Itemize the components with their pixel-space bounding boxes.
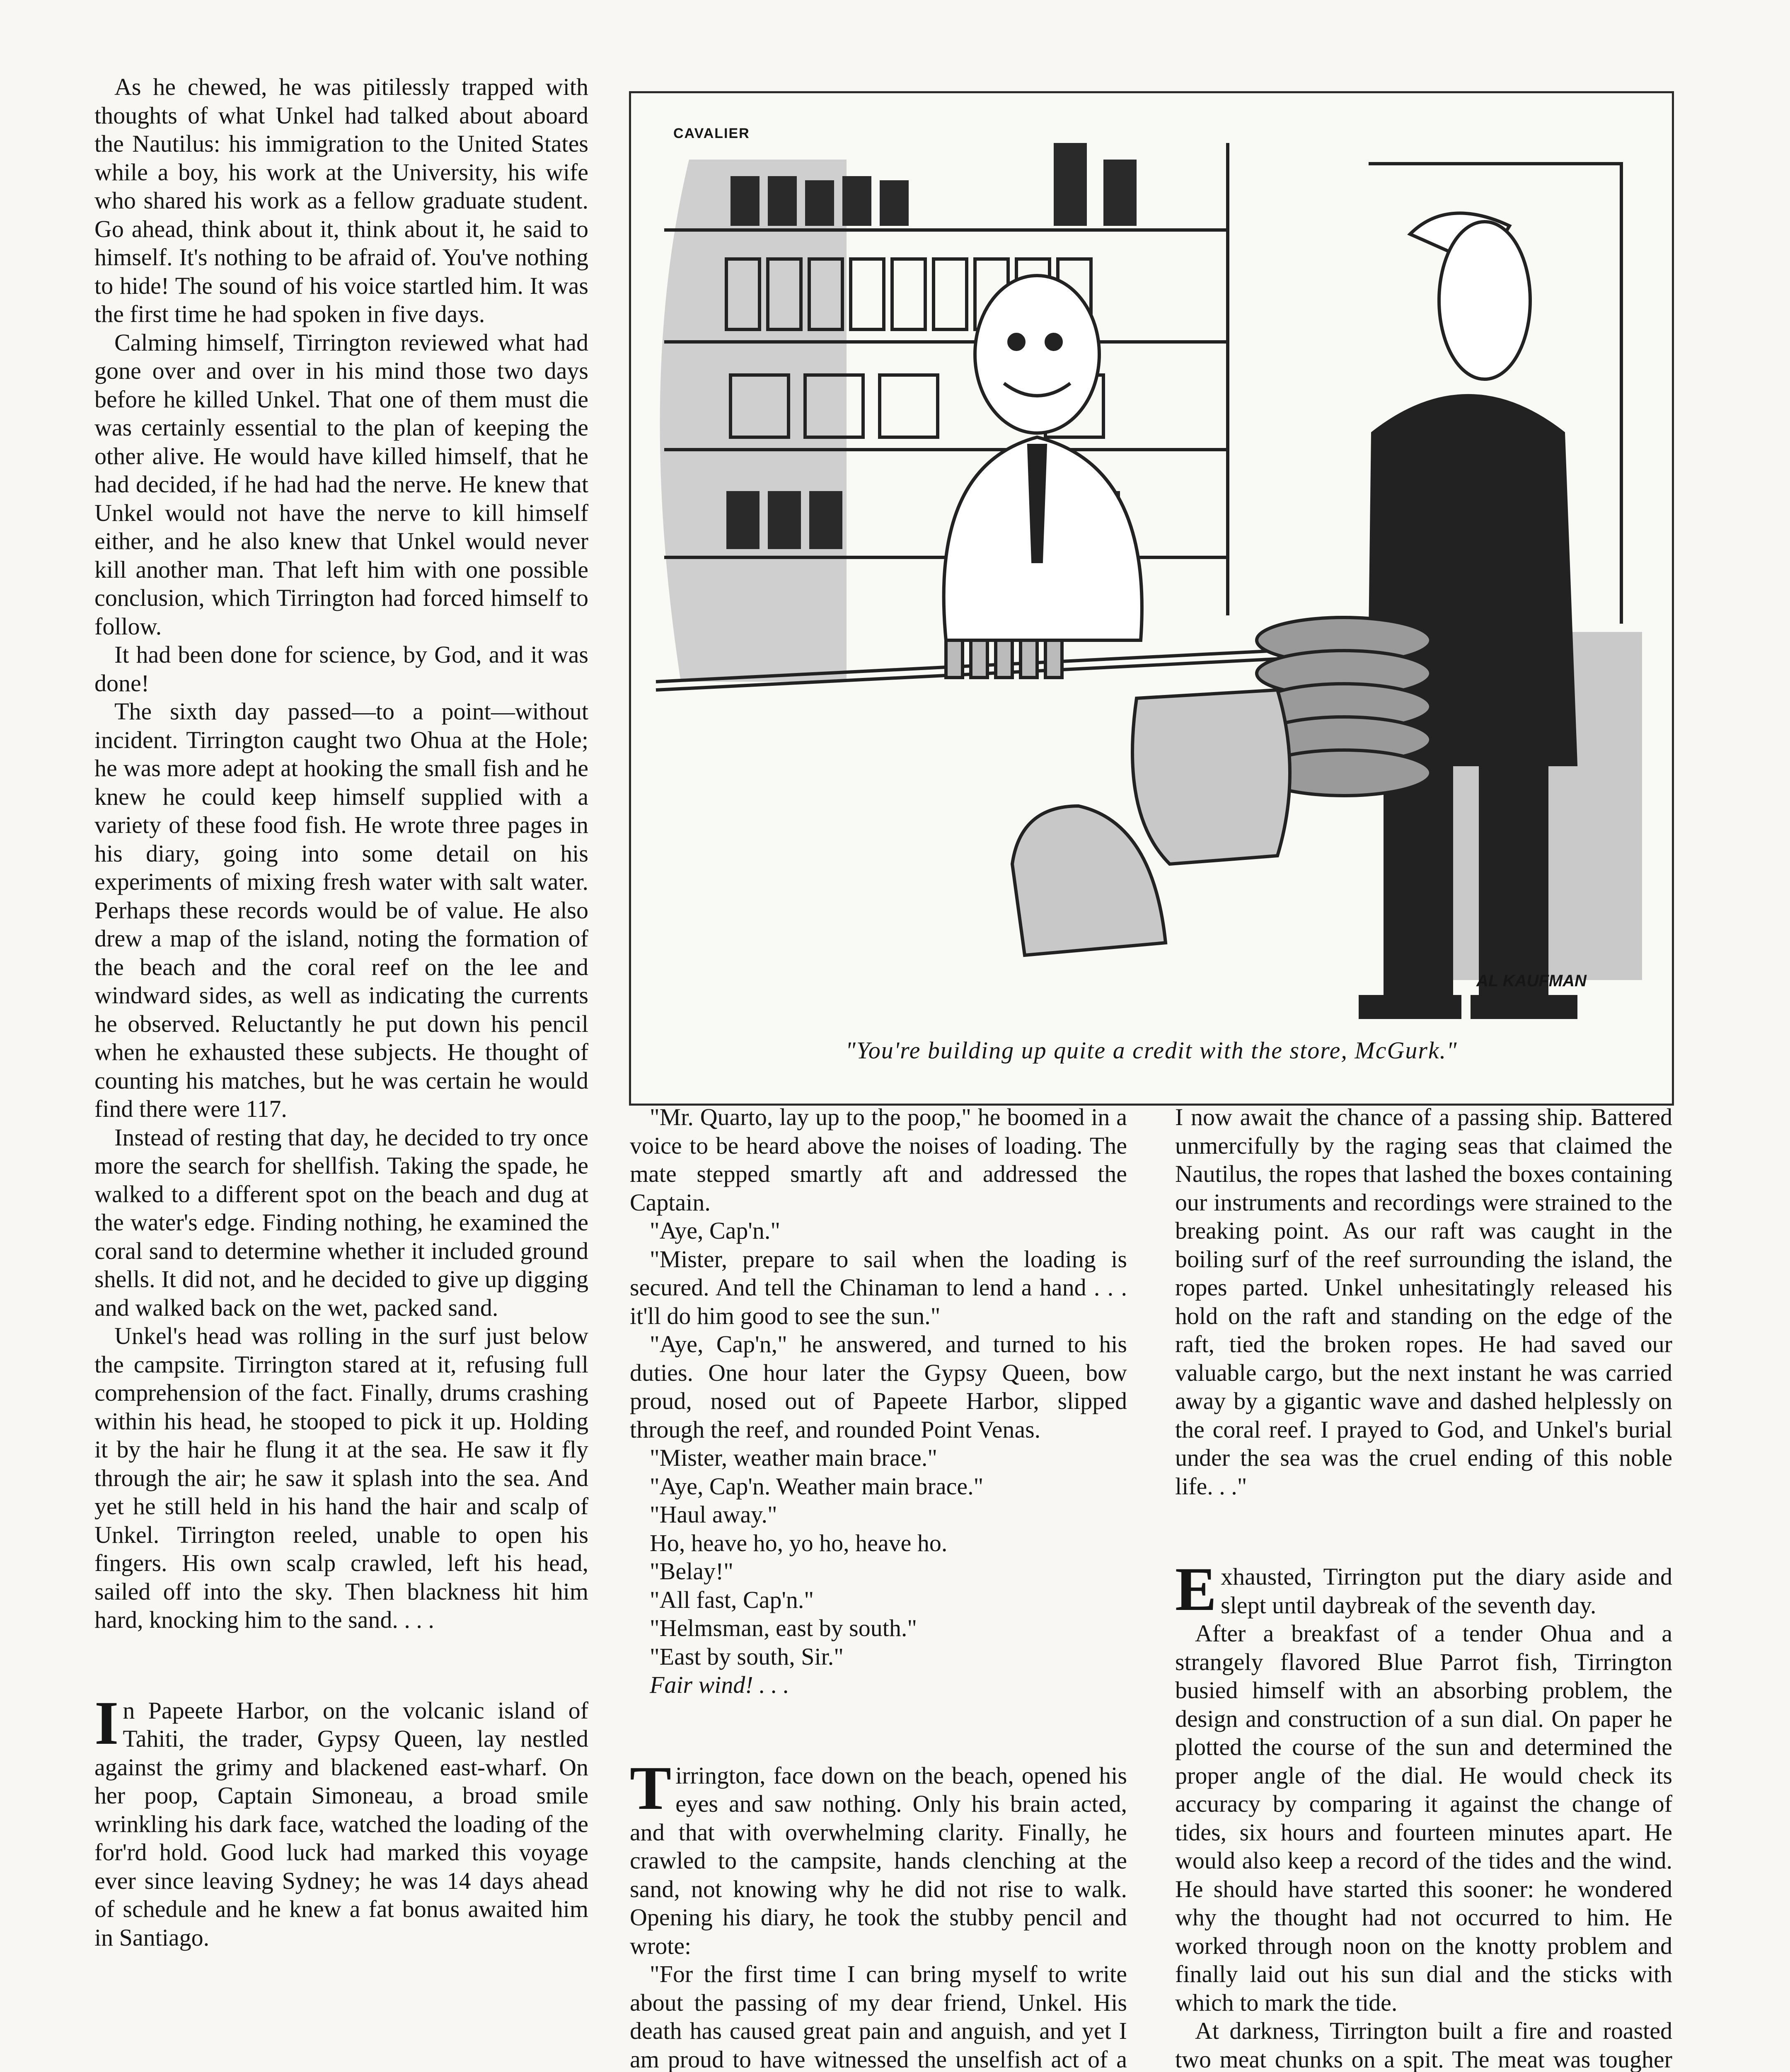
- paragraph: At darkness, Tirrington built a fire and roasted two meat chunks on a spit. The meat was tougher: [1175, 2017, 1672, 2072]
- section-break: [94, 1634, 588, 1697]
- text-column-1: [94, 73, 588, 1952]
- paragraph-text: xhausted, Tirrington put the diary aside and slept until daybreak of the seventh day.: [1221, 1563, 1672, 1619]
- cartoon-illustration: [631, 93, 1672, 1104]
- paragraph: "Helmsman, east by south.": [650, 1615, 917, 1641]
- drop-cap: T: [630, 1753, 672, 1823]
- paragraph: The sixth day passed—to a point—without incident. Tirrington caught two Ohua at the Hole; he was more adept at hooking the small fish and he knew he could keep himself supplied with a variety of these food fish. He wrote three pages in his diary, going into some detail on his experiments of mixing fresh water with salt water. Perhaps these records would be of value. He also drew a map of the island, noting the formation of the beach and the coral reef on the lee and windward sides, as well as indicating the currents he observed. Reluctantly he put down his pencil when he exhausted these subjects. He thought of counting his matches, but he was certain he would find there were 117.: [94, 698, 588, 1122]
- cartoon-caption: "You're building up quite a credit with the store, McGurk.": [845, 1037, 1458, 1064]
- paragraph: "Mister, prepare to sail when the loading is secured. And tell the Chinaman to lend a hand . . . it'll do him good to see the sun.": [630, 1245, 1127, 1329]
- grocery-bags: [1012, 690, 1290, 955]
- paragraph: Fair wind! . . .: [650, 1671, 789, 1698]
- paragraph: "East by south, Sir.": [650, 1643, 844, 1670]
- paragraph: "Aye, Cap'n," he answered, and turned to his duties. One hour later the Gypsy Queen, bow proud, nosed out of Papeete Harbor, slipped through the reef, and rounded Point Venas.: [630, 1331, 1127, 1443]
- section-paragraph: [1175, 1555, 1672, 1624]
- paragraph: "Haul away.": [650, 1501, 777, 1528]
- paragraph: As he chewed, he was pitilessly trapped with thoughts of what Unkel had talked about aboard the Nautilus: his immigration to the United States while a boy, his work at the University, his wife who shared his work as a fellow graduate student. Go ahead, think about it, think about it, he said to himself. It's nothing to be afraid of. You've nothing to hide! The sound of his voice startled him. It was the first time he had spoken in five days.: [94, 73, 588, 327]
- section-paragraph: [94, 1688, 588, 1952]
- paragraph: Calming himself, Tirrington reviewed what had gone over and over in his mind those two days before he killed Unkel. That one of them must die was certainly essential to the plan of keeping the other alive. He would have killed himself, that he had decided, if he had had the nerve. He knew that Unkel would not have the nerve to kill himself either, and he also knew that Unkel would never kill another man. That left him with one possible conclusion, which Tirrington had forced himself to follow.: [94, 329, 588, 640]
- paragraph-text: irrington, face down on the beach, opened his eyes and saw nothing. Only his brain acted, and that with overwhelming clarity. Finally, he crawled to the campsite, hands clenching at the sand, not knowing why he did not rise to walk. Opening his diary, he took the stubby pencil and wrote:: [630, 1762, 1127, 1959]
- paragraph: After a breakfast of a tender Ohua and a strangely flavored Blue Parrot fish, Tirrington busied himself with an absorbing problem, the design and construction of a sun dial. On paper he plotted the course of the sun and determined the proper angle of the dial. He would check its accuracy by comparing it against the change of tides, six hours and fourteen minutes apart. He would also keep a record of the tides and the wind. He should have started this sooner: he wondered why the thought had not occurred to him. He worked through noon on the knotty problem and finally laid out his sun dial and the sticks with which to mark the tide.: [1175, 1620, 1672, 2016]
- paragraph: Unkel's head was rolling in the surf just below the campsite. Tirrington stared at it, refusing full comprehension of the fact. Finally, drums crashing within his head, he stooped to pick it up. Holding it by the hair he flung it at the sea. He saw it fly through the air; he saw it splash into the sea. And yet he still held in his hand the hair and scalp of Unkel. Tirrington reeled, unable to open his fingers. His own scalp crawled, left his head, sailed off into the sky. Then blackness hit him hard, knocking him to the sand. . . .: [94, 1322, 588, 1633]
- section-break: [630, 1699, 1127, 1762]
- section-break: [1175, 1501, 1672, 1563]
- magazine-label: CAVALIER: [673, 126, 750, 141]
- drop-cap: I: [94, 1688, 119, 1757]
- paragraph: It had been done for science, by God, and it was done!: [94, 641, 588, 697]
- text-column-3: [1175, 1103, 1672, 2072]
- paragraph: Instead of resting that day, he decided to try once more the search for shellfish. Taking the spade, he walked to a different spot on the beach and dug at the water's edge. Finding nothing, he examined the coral sand to determine whether it included ground shells. It did not, and he decided to give up digging and walked back on the wet, packed sand.: [94, 1123, 588, 1321]
- paragraph: "Aye, Cap'n.": [650, 1217, 781, 1244]
- drop-cap: E: [1175, 1555, 1217, 1624]
- paragraph: "Aye, Cap'n. Weather main brace.": [650, 1472, 984, 1500]
- paragraph: "Belay!": [650, 1558, 733, 1585]
- paragraph: "Mr. Quarto, lay up to the poop," he boomed in a voice to be heard above the noises of loading. The mate stepped smartly aft and addressed the Captain.: [630, 1104, 1127, 1216]
- paragraph: "Mister, weather main brace.": [650, 1444, 938, 1471]
- paragraph: Ho, heave ho, yo ho, heave ho.: [650, 1529, 948, 1556]
- section-paragraph: [630, 1753, 1127, 1961]
- text-column-2: [630, 1103, 1127, 2072]
- shadow-shape: [660, 160, 847, 682]
- paragraph: "For the first time I can bring myself to write about the passing of my dear friend, Unkel. His death has caused great pain and anguish, and yet I am proud to have witnessed the unselfish act of a: [630, 1961, 1127, 2072]
- paragraph: "All fast, Cap'n.": [650, 1586, 814, 1613]
- artist-signature: AL KAUFMAN: [1476, 972, 1587, 990]
- paragraph-text: n Papeete Harbor, on the volcanic island of Tahiti, the trader, Gypsy Queen, lay nestled against the grimy and blackened east-wharf. On her poop, Captain Simoneau, a broad smile wrinkling his dark face, watched the loading of the for'rd hold. Good luck had marked this voyage ever since leaving Sydney; he was 14 days ahead of schedule and he knew a fat bonus awaited him in Santiago.: [94, 1697, 588, 1951]
- paragraph: I now await the chance of a passing ship. Battered unmercifully by the raging seas that claimed the Nautilus, the ropes that lashed the boxes containing our instruments and recordings were strained to the breaking point. As our raft was caught in the boiling surf of the reef surrounding the island, the ropes parted. Unkel unhesitatingly released his hold on the raft and standing on the edge of the raft, tied the broken ropes. He had saved our valuable cargo, but the next instant he was carried away by a gigantic wave and dashed helplessly on the coral reef. I prayed to God, and Unkel's burial under the sea was the cruel ending of this noble life. . .": [1175, 1104, 1672, 1500]
- cartoon-panel: [629, 91, 1674, 1106]
